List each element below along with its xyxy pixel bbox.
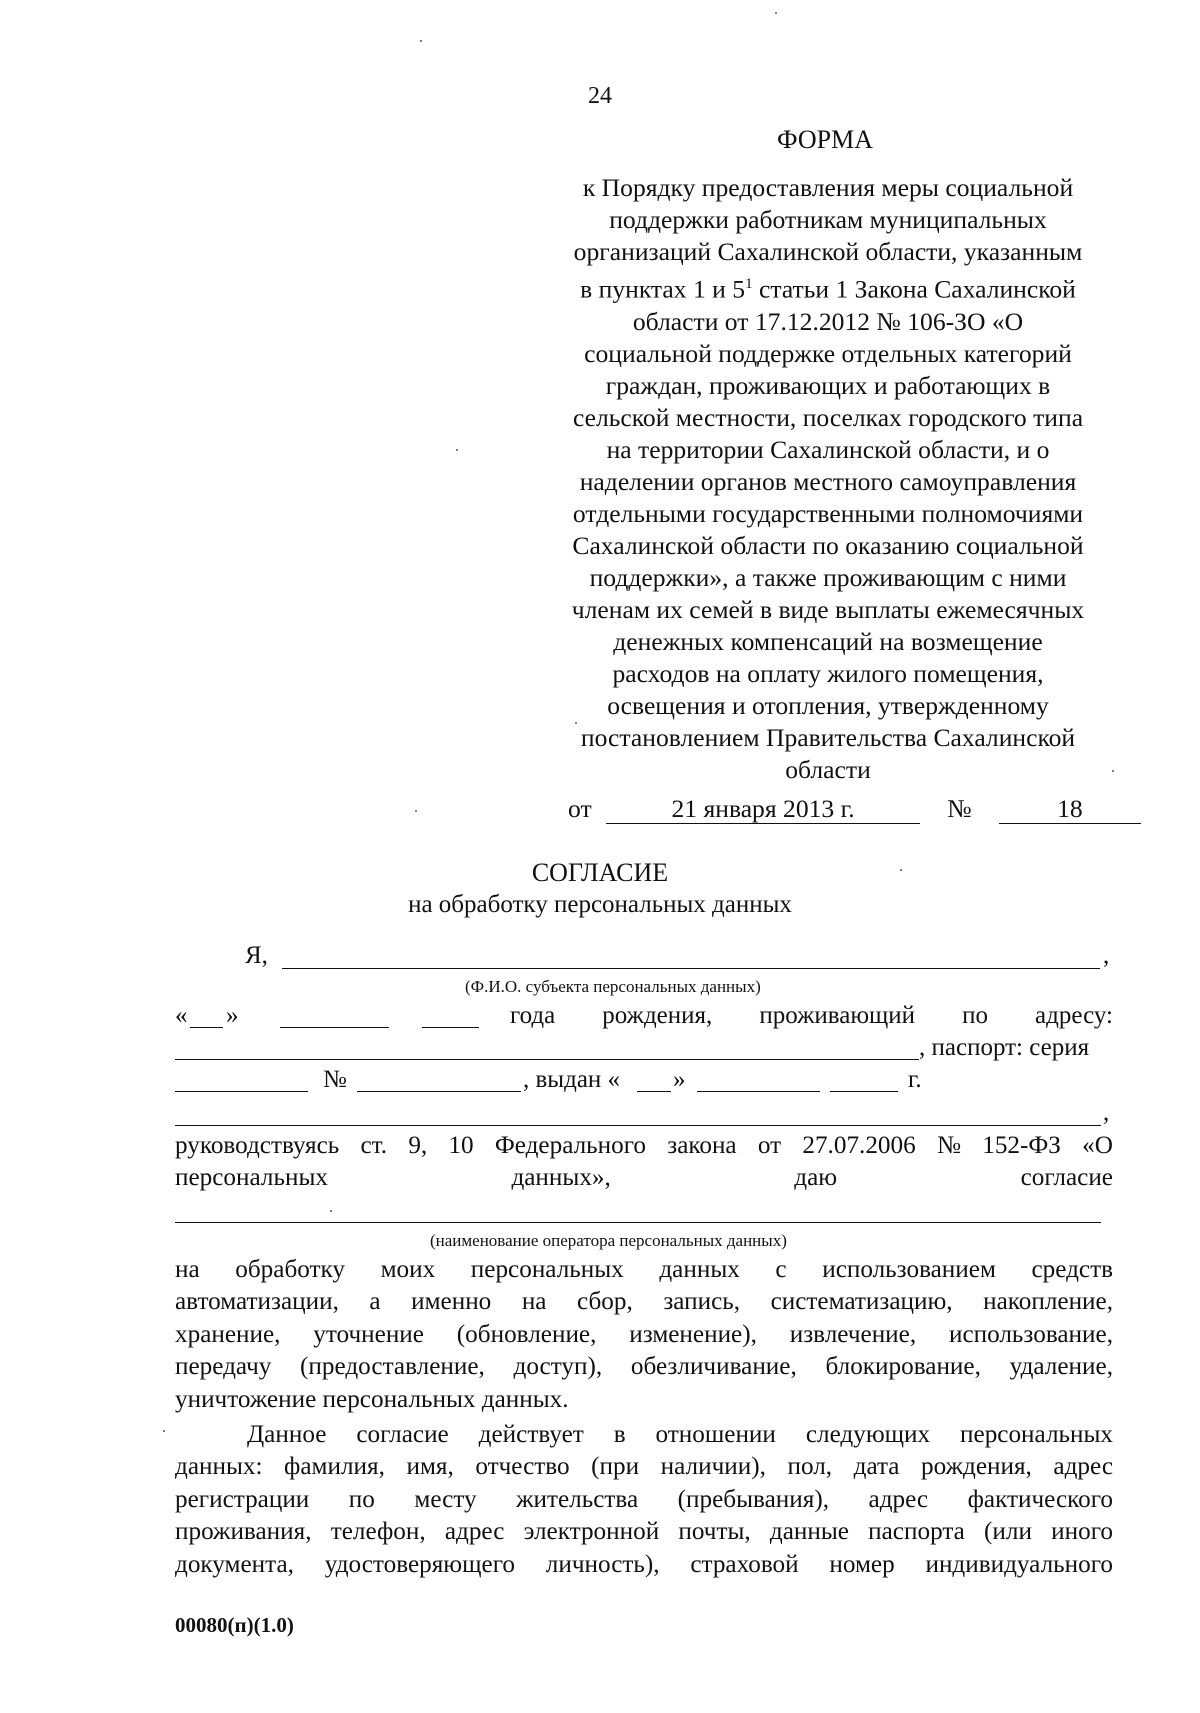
appendix-line: на территории Сахалинской области, и о (606, 434, 1050, 464)
passport-series-field[interactable] (175, 1091, 308, 1092)
consent-paragraph (175, 1254, 1113, 1416)
appendix-line: членам их семей в виде выплаты ежемесячных (571, 595, 1085, 625)
appendix-line: области от 17.12.2012 № 106-ЗО «О (632, 306, 1024, 336)
passport-issuer-field[interactable] (175, 1125, 1101, 1126)
superscript: 1 (745, 276, 753, 293)
paragraph-line: данных: фамилия, имя, отчество (при наличии), пол, дата рождения, адрес (175, 1453, 1113, 1481)
word: 10 (448, 1132, 474, 1159)
word: 152-ФЗ (982, 1132, 1061, 1159)
paragraph-line: автоматизации, а именно на сбор, запись, систематизацию, накопление, (175, 1288, 1113, 1316)
birth-words (510, 1001, 1113, 1031)
appendix-reference (545, 172, 1111, 786)
word: адресу: (1035, 1002, 1113, 1029)
word: № (936, 1132, 961, 1159)
consent-line (175, 1162, 1113, 1194)
word: данных», (511, 1164, 611, 1191)
quote-close: » (226, 1002, 239, 1029)
paragraph-line: документа, удостоверяющего личность), страховой номер индивидуального (175, 1550, 1113, 1578)
scan-speck (775, 12, 777, 14)
paragraph-line: Данное согласие действует в отношении следующих персональных (247, 1421, 1113, 1448)
word: ст. (360, 1132, 388, 1159)
paragraph-line: хранение, уточнение (обновление, изменение), извлечение, использование, (175, 1320, 1113, 1348)
data-paragraph (175, 1419, 1113, 1581)
birth-day-field[interactable] (190, 1027, 223, 1028)
year-abbr: г. (908, 1066, 922, 1093)
word: от (757, 1132, 782, 1159)
number-label: № (947, 794, 972, 823)
document-code: 00080(п)(1.0) (175, 1613, 294, 1637)
scan-speck (330, 1210, 332, 1212)
issued-day-field[interactable] (637, 1091, 671, 1092)
appendix-line: социальной поддержке отдельных категорий (584, 338, 1072, 368)
document-subtitle: на обработку персональных данных (408, 891, 792, 918)
scan-speck (575, 722, 577, 724)
operator-field[interactable] (175, 1222, 1101, 1223)
word: Федерального (494, 1132, 647, 1159)
paragraph-line: проживания, телефон, адрес электронной почты, данные паспорта (или иного (175, 1518, 1113, 1546)
word: года (510, 1002, 556, 1029)
address-field[interactable] (175, 1059, 919, 1060)
passport-number-field[interactable] (357, 1091, 521, 1092)
appendix-line: поддержки работникам муниципальных (609, 205, 1047, 235)
fio-caption: (Ф.И.О. субъекта персональных данных) (465, 977, 761, 996)
operator-caption: (наименование оператора персональных данных) (430, 1231, 787, 1250)
scan-speck (415, 810, 417, 812)
paragraph-line: уничтожение персональных данных. (175, 1385, 569, 1413)
appendix-line: постановлением Правительства Сахалинской (580, 723, 1076, 753)
scan-speck (1112, 770, 1114, 772)
appendix-line: организаций Сахалинской области, указанным (573, 237, 1083, 267)
fio-field[interactable] (282, 968, 1100, 969)
comma: , (1103, 1099, 1110, 1126)
word: 9, (408, 1132, 428, 1159)
quote-open: « (175, 1002, 188, 1029)
word: закона (667, 1132, 737, 1159)
document-title: СОГЛАСИЕ (531, 858, 669, 887)
comma: , (1103, 942, 1110, 969)
appendix-line: области (785, 755, 871, 785)
scan-speck (456, 449, 458, 451)
from-label: от (568, 794, 592, 823)
appendix-text: в пунктах 1 и 5 (580, 274, 746, 304)
word: согласие (1020, 1164, 1113, 1191)
passport-number-label: № (323, 1066, 347, 1093)
birth-year-field[interactable] (422, 1027, 479, 1028)
scan-speck (163, 1430, 165, 1432)
paragraph-line: регистрации по месту жительства (пребывания), адрес фактического (175, 1485, 1113, 1513)
word: даю (794, 1164, 838, 1191)
quote-close: » (673, 1066, 686, 1093)
resolution-number: 18 (999, 795, 1141, 824)
ya-label: Я, (245, 942, 268, 969)
word: проживающий (759, 1002, 916, 1029)
appendix-text: статьи 1 Закона Сахалинской (752, 274, 1076, 304)
scan-speck (900, 869, 902, 871)
appendix-line: поддержки», а также проживающим с ними (589, 563, 1067, 593)
passport-series-label: , паспорт: серия (919, 1034, 1090, 1061)
paragraph-line: передачу (предоставление, доступ), обезличивание, блокирование, удаление, (175, 1353, 1113, 1381)
resolution-date: 21 января 2013 г. (606, 795, 920, 824)
issued-month-field[interactable] (697, 1091, 820, 1092)
law-line (175, 1130, 1113, 1162)
birth-month-field[interactable] (280, 1027, 389, 1028)
word: руководствуясь (175, 1132, 340, 1159)
word: по (962, 1002, 988, 1029)
word: рождения, (602, 1002, 713, 1029)
word: 27.07.2006 (802, 1132, 916, 1159)
issued-year-field[interactable] (830, 1091, 898, 1092)
issued-label: , выдан « (523, 1066, 621, 1093)
word: «О (1082, 1132, 1113, 1159)
page-number: 24 (588, 83, 612, 109)
appendix-line: освещения и отопления, утвержденному (607, 691, 1049, 721)
form-label: ФОРМА (777, 125, 873, 154)
appendix-line: отдельными государственными полномочиями (572, 499, 1084, 528)
appendix-line: к Порядку предоставления меры социальной (582, 173, 1074, 202)
appendix-line: Сахалинской области по оказанию социальной (572, 531, 1084, 561)
appendix-line-with-superscript (545, 268, 1111, 306)
appendix-line: расходов на оплату жилого помещения, (612, 659, 1044, 689)
resolution-line (568, 794, 1141, 824)
paragraph-line: на обработку моих персональных данных с использованием средств (175, 1256, 1113, 1283)
appendix-line: денежных компенсаций на возмещение (613, 627, 1043, 657)
appendix-line: сельской местности, поселках городского типа (572, 402, 1084, 432)
appendix-line: наделении органов местного самоуправления (579, 466, 1077, 496)
appendix-line: граждан, проживающих и работающих в (605, 370, 1051, 400)
word: персональных (175, 1164, 328, 1191)
scan-speck (420, 40, 422, 42)
